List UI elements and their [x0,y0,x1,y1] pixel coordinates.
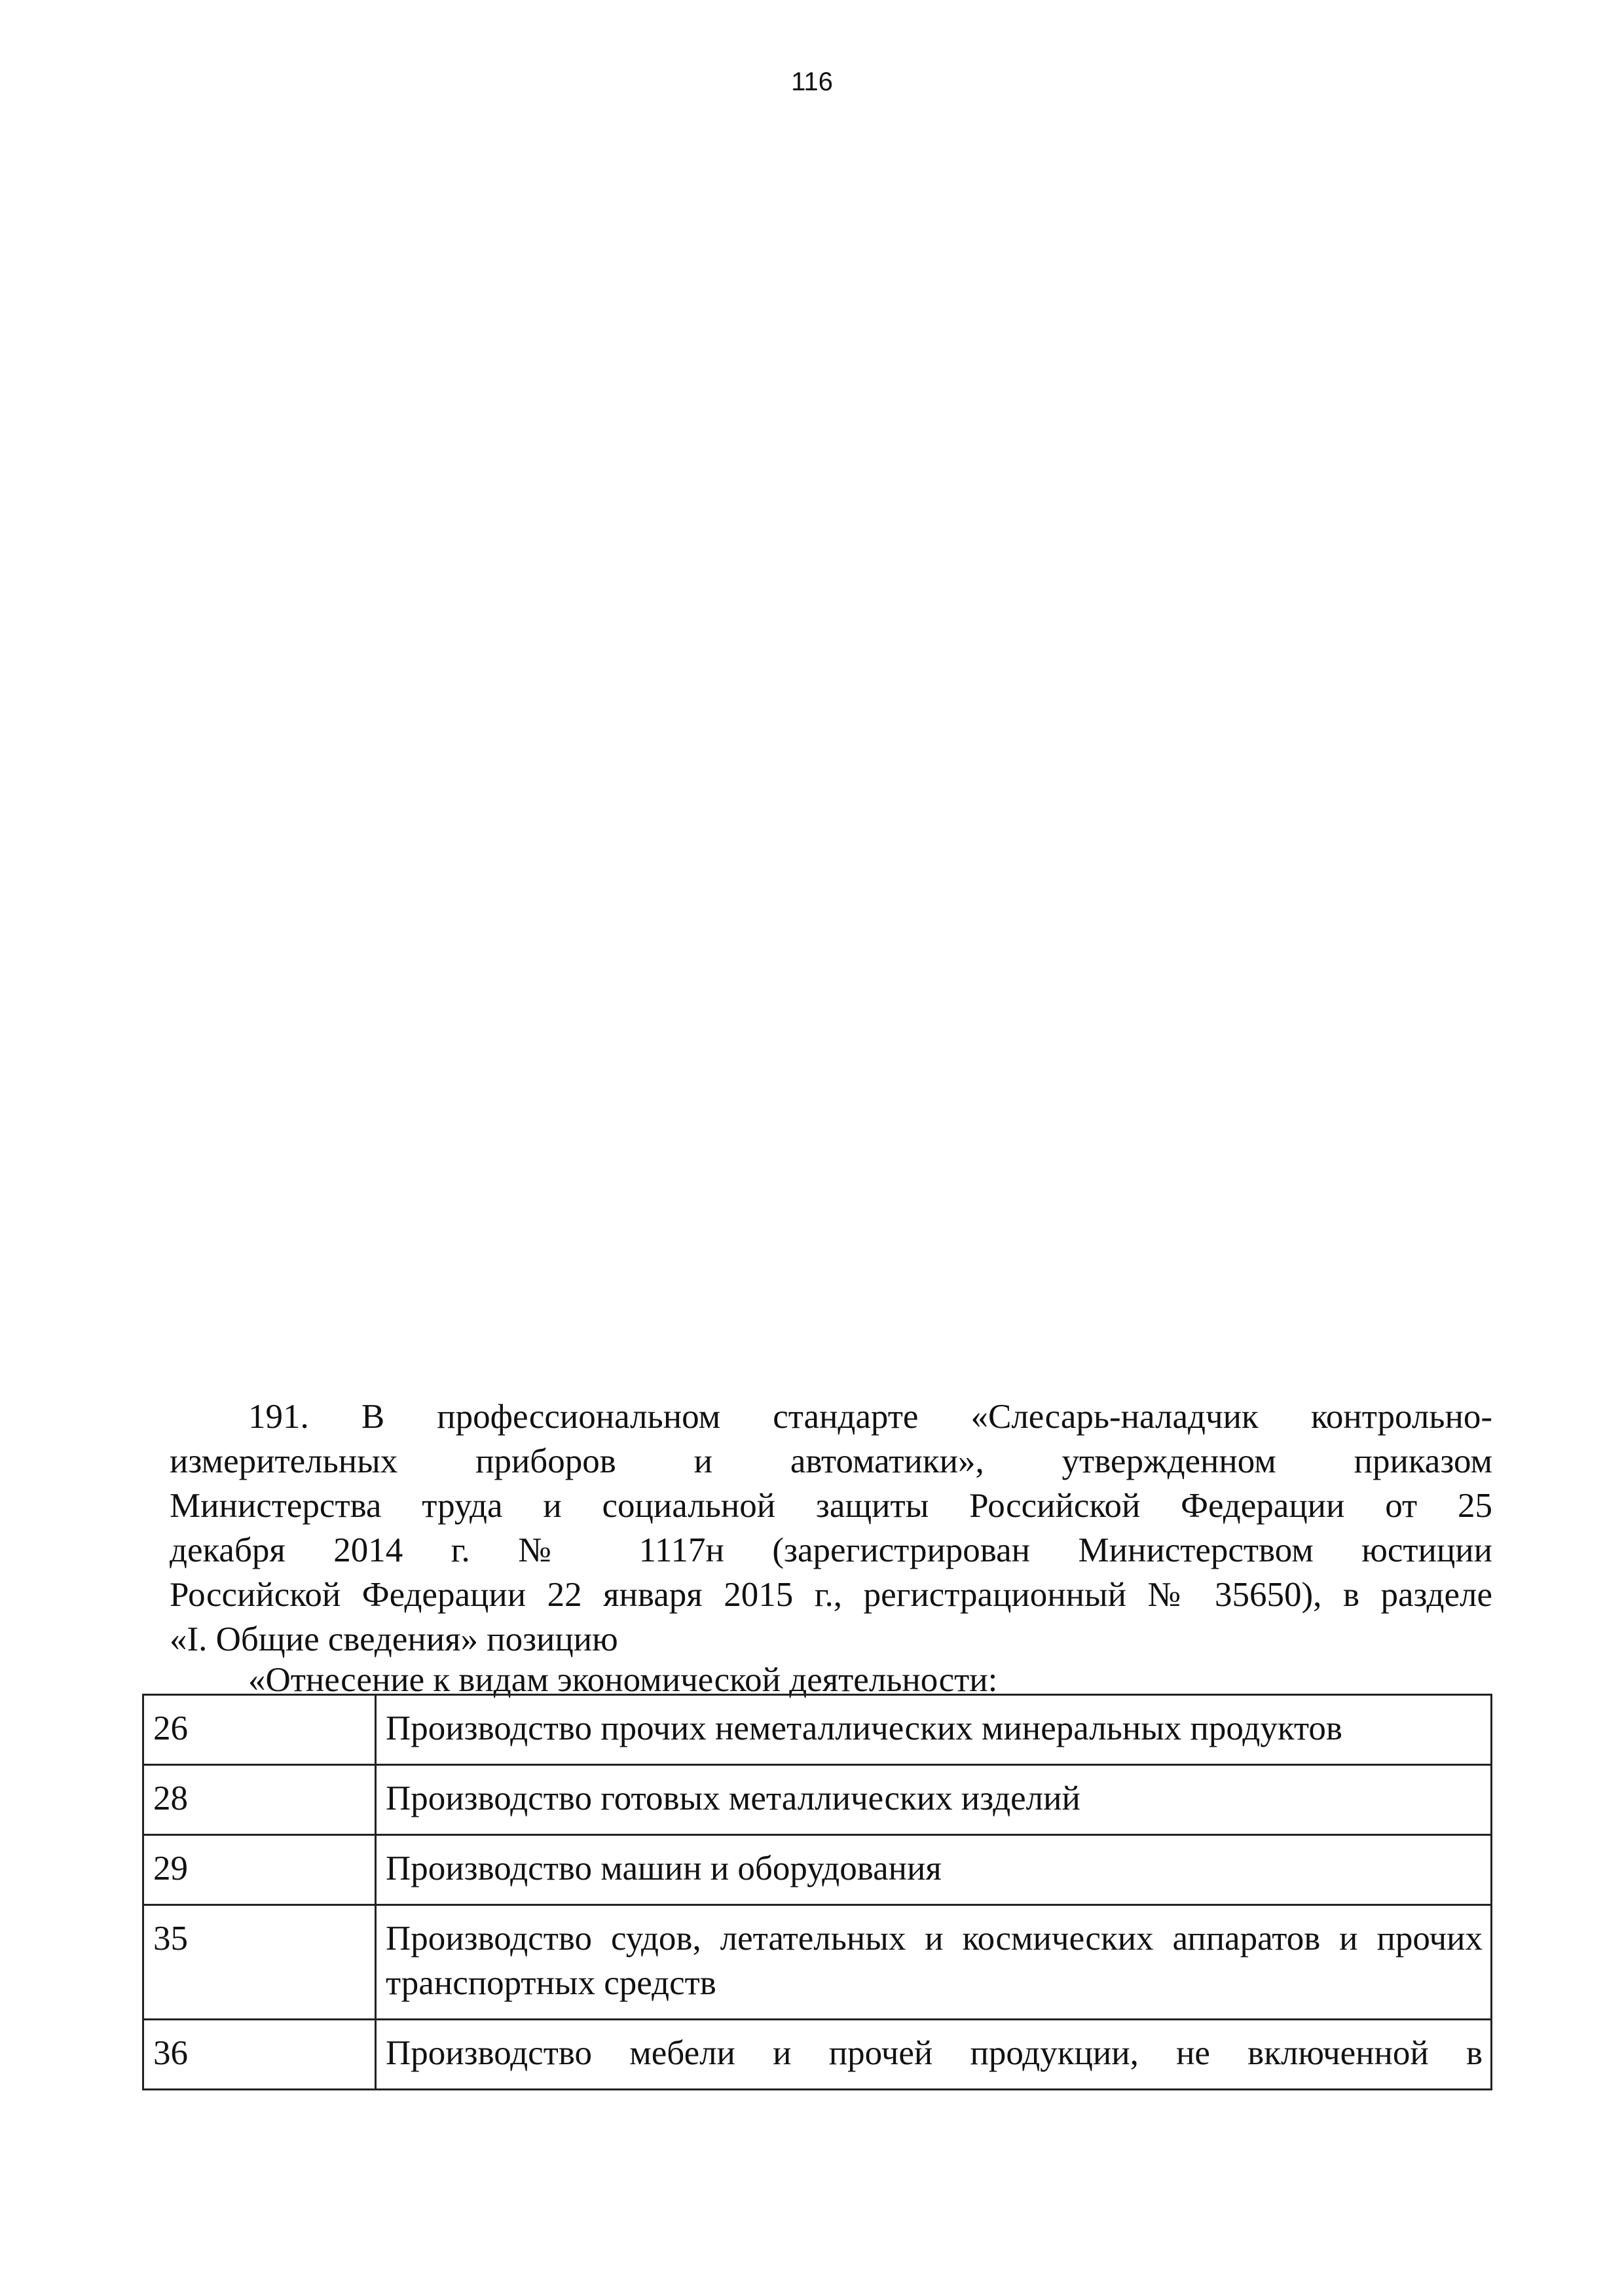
activity-name: Производство прочих неметаллических минеральных продуктов [376,1695,1492,1765]
activity-code: 26 [143,1695,376,1765]
paragraph-line: измерительных приборов и автоматики», утвержденном приказом [170,1442,1492,1480]
table-row [143,1905,1492,2020]
activity-name: Производство машин и оборудования [376,1835,1492,1905]
activity-code: 28 [143,1765,376,1835]
page-number: 116 [791,67,833,96]
paragraph-line: Российской Федерации 22 января 2015 г., регистрационный № 35650), в разделе [170,1576,1492,1614]
paragraph-line: «I. Общие сведения» позицию [170,1620,618,1658]
activity-code: 35 [143,1905,376,2020]
activity-code: 36 [143,2020,376,2090]
paragraph-line: декабря 2014 г. № 1117н (зарегистрирован Министерством юстиции [170,1531,1492,1569]
table-row [143,2020,1492,2090]
activity-name: Производство мебели и прочей продукции, не включенной в [376,2020,1492,2090]
table-row [143,1835,1492,1905]
activity-code: 29 [143,1835,376,1905]
paragraph-line: 191. В профессиональном стандарте «Слесарь-наладчик контрольно- [248,1398,1492,1436]
amendment-paragraph [170,1394,1492,1662]
table-row [143,1695,1492,1765]
paragraph-line: Министерства труда и социальной защиты Российской Федерации от 25 [170,1487,1492,1525]
table-row [143,1765,1492,1835]
activity-codes-table [142,1694,1492,2090]
table-intro: «Отнесение к видам экономической деятельности: [248,1661,998,1699]
activity-name: Производство готовых металлических изделий [376,1765,1492,1835]
activity-name: Производство судов, летательных и космических аппаратов и прочих транспортных средств [376,1905,1492,2020]
